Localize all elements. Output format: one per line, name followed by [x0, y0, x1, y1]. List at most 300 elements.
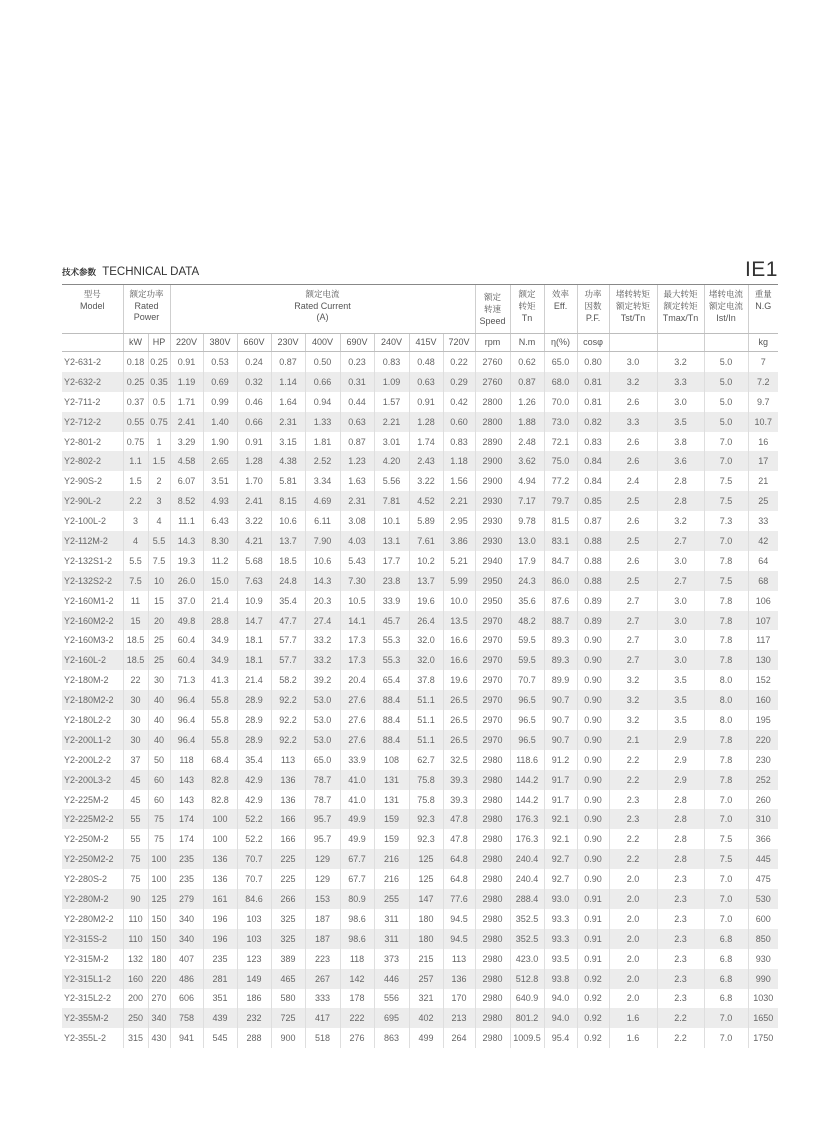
value-cell: 88.7	[544, 611, 577, 631]
value-cell: 0.90	[577, 869, 609, 889]
model-cell: Y2-132S2-2	[62, 571, 123, 591]
value-cell: 51.1	[409, 710, 443, 730]
value-cell: 94.5	[443, 909, 475, 929]
value-cell: 3.0	[657, 392, 704, 412]
value-cell: 5.43	[340, 551, 374, 571]
col-power-factor-header: 功率 因数 P.F.	[577, 285, 609, 334]
value-cell: 5.0	[704, 352, 748, 372]
value-cell: 37.0	[170, 591, 203, 611]
value-cell: 1.09	[374, 372, 409, 392]
value-cell: 264	[443, 1028, 475, 1048]
value-cell: 91.7	[544, 770, 577, 790]
value-cell: 311	[374, 909, 409, 929]
value-cell: 130	[748, 650, 778, 670]
value-cell: 990	[748, 969, 778, 989]
model-cell: Y2-280M2-2	[62, 909, 123, 929]
value-cell: 25	[748, 491, 778, 511]
value-cell: 279	[170, 889, 203, 909]
value-cell: 42	[748, 531, 778, 551]
value-cell: 0.75	[148, 412, 170, 432]
value-cell: 20	[148, 611, 170, 631]
value-cell: 113	[271, 750, 305, 770]
value-cell: 180	[409, 909, 443, 929]
model-cell: Y2-160L-2	[62, 650, 123, 670]
value-cell: 0.90	[577, 630, 609, 650]
value-cell: 2980	[475, 989, 510, 1009]
value-cell: 2.6	[609, 551, 657, 571]
value-cell: 215	[409, 949, 443, 969]
value-cell: 8.15	[271, 491, 305, 511]
value-cell: 27.6	[340, 710, 374, 730]
value-cell: 0.99	[203, 392, 237, 412]
value-cell: 147	[409, 889, 443, 909]
value-cell: 7.0	[704, 1028, 748, 1048]
value-cell: 3.0	[657, 611, 704, 631]
value-cell: 30	[123, 730, 148, 750]
table-row	[62, 730, 778, 750]
value-cell: 93.8	[544, 969, 577, 989]
value-cell: 2980	[475, 969, 510, 989]
value-cell: 3.3	[657, 372, 704, 392]
value-cell: 0.48	[409, 352, 443, 372]
value-cell: 7.0	[704, 451, 748, 471]
value-cell: 2.0	[609, 929, 657, 949]
value-cell: 0.42	[443, 392, 475, 412]
value-cell: 5.21	[443, 551, 475, 571]
value-cell: 2.2	[609, 829, 657, 849]
value-cell: 45.7	[374, 611, 409, 631]
value-cell: 7.5	[704, 571, 748, 591]
value-cell: 64.8	[443, 869, 475, 889]
value-cell: 27.6	[340, 730, 374, 750]
value-cell: 90	[123, 889, 148, 909]
model-cell: Y2-315L2-2	[62, 989, 123, 1009]
model-cell: Y2-100L-2	[62, 511, 123, 531]
value-cell: 2.3	[609, 809, 657, 829]
value-cell: 21.4	[203, 591, 237, 611]
value-cell: 2970	[475, 611, 510, 631]
value-cell: 0.35	[148, 372, 170, 392]
table-row	[62, 889, 778, 909]
value-cell: 3.34	[305, 471, 340, 491]
value-cell: 7.2	[748, 372, 778, 392]
value-cell: 136	[271, 770, 305, 790]
table-row	[62, 809, 778, 829]
value-cell: 423.0	[510, 949, 544, 969]
col-efficiency-header: 效率 Eff.	[544, 285, 577, 334]
value-cell: 153	[305, 889, 340, 909]
value-cell: 4.58	[170, 451, 203, 471]
value-cell: 131	[374, 770, 409, 790]
value-cell: 7.5	[704, 849, 748, 869]
value-cell: 2.95	[443, 511, 475, 531]
value-cell: 33	[758, 516, 769, 527]
model-cell: Y2-200L2-2	[62, 750, 123, 770]
table-row	[62, 372, 778, 392]
model-cell: Y2-712-2	[62, 412, 123, 432]
value-cell: 2970	[475, 690, 510, 710]
value-cell: 389	[271, 949, 305, 969]
value-cell: 7.61	[409, 531, 443, 551]
value-cell: 225	[271, 849, 305, 869]
value-cell: 4.03	[340, 531, 374, 551]
value-cell: 149	[237, 969, 271, 989]
value-cell: 75	[123, 869, 148, 889]
value-cell: 6.8	[704, 989, 748, 1009]
value-cell: 0.91	[170, 352, 203, 372]
value-cell: 216	[374, 869, 409, 889]
value-cell: 2.7	[609, 591, 657, 611]
value-cell: 475	[755, 874, 771, 885]
value-cell: 4.20	[374, 451, 409, 471]
model-cell: Y2-132S1-2	[62, 551, 123, 571]
value-cell: 1.26	[510, 392, 544, 412]
value-cell: 3.62	[510, 451, 544, 471]
value-cell: 351	[203, 989, 237, 1009]
value-cell: 1.70	[237, 471, 271, 491]
value-cell: 144.2	[510, 770, 544, 790]
value-cell: 53.0	[305, 730, 340, 750]
value-cell: 2.31	[271, 412, 305, 432]
col-model-header: 型号 Model	[62, 285, 123, 334]
unit-cell: cosφ	[577, 334, 609, 352]
value-cell: 17.3	[340, 650, 374, 670]
value-cell: 2.9	[657, 730, 704, 750]
value-cell: 2.3	[657, 929, 704, 949]
table-row	[62, 630, 778, 650]
value-cell: 5.68	[237, 551, 271, 571]
value-cell: 21	[758, 476, 769, 487]
value-cell: 3.2	[609, 690, 657, 710]
value-cell: 1.28	[409, 412, 443, 432]
value-cell: 0.87	[340, 432, 374, 452]
value-cell: 5.5	[123, 551, 148, 571]
value-cell: 77.6	[443, 889, 475, 909]
value-cell: 0.91	[577, 929, 609, 949]
value-cell: 2.6	[609, 432, 657, 452]
table-row	[62, 869, 778, 889]
value-cell: 900	[271, 1028, 305, 1048]
value-cell: 80.9	[340, 889, 374, 909]
value-cell: 26.5	[443, 690, 475, 710]
value-cell: 2.5	[609, 531, 657, 551]
value-cell: 41.0	[340, 770, 374, 790]
value-cell: 17.9	[510, 551, 544, 571]
value-cell: 26.4	[409, 611, 443, 631]
value-cell: 445	[748, 849, 778, 869]
value-cell: 0.90	[577, 770, 609, 790]
value-cell: 6.11	[305, 511, 340, 531]
value-cell: 0.94	[305, 392, 340, 412]
value-cell: 1.1	[123, 451, 148, 471]
model-cell: Y2-160M1-2	[62, 591, 123, 611]
col-tmax-header: 最大转矩 额定转矩 Tmax/Tn	[657, 285, 704, 334]
value-cell: 47.8	[443, 809, 475, 829]
value-cell: 118	[170, 750, 203, 770]
model-cell: Y2-315L1-2	[62, 969, 123, 989]
value-cell: 2.41	[170, 412, 203, 432]
value-cell: 42.9	[237, 770, 271, 790]
efficiency-class-badge: IE1	[744, 258, 778, 281]
value-cell: 45	[123, 790, 148, 810]
value-cell: 235	[203, 949, 237, 969]
value-cell: 2.1	[609, 730, 657, 750]
value-cell: 407	[170, 949, 203, 969]
value-cell: 100	[148, 869, 170, 889]
value-cell: 52.2	[237, 809, 271, 829]
value-cell: 1.5	[148, 451, 170, 471]
value-cell: 2.2	[657, 1008, 704, 1028]
value-cell: 2940	[475, 551, 510, 571]
value-cell: 0.91	[237, 432, 271, 452]
value-cell: 35.4	[271, 591, 305, 611]
value-cell: 7.8	[704, 750, 748, 770]
value-cell: 0.24	[237, 352, 271, 372]
value-cell: 0.87	[510, 372, 544, 392]
value-cell: 92.7	[544, 849, 577, 869]
value-cell: 10.5	[340, 591, 374, 611]
value-cell: 26.0	[170, 571, 203, 591]
value-cell: 321	[409, 989, 443, 1009]
model-cell: Y2-200L1-2	[62, 730, 123, 750]
value-cell: 15	[123, 611, 148, 631]
value-cell: 30	[148, 670, 170, 690]
value-cell: 2800	[475, 412, 510, 432]
value-cell: 125	[409, 869, 443, 889]
value-cell: 276	[340, 1028, 374, 1048]
value-cell: 14.7	[237, 611, 271, 631]
value-cell: 0.83	[443, 432, 475, 452]
value-cell: 2930	[475, 511, 510, 531]
value-cell: 0.81	[577, 392, 609, 412]
value-cell: 159	[374, 829, 409, 849]
value-cell: 0.89	[577, 611, 609, 631]
model-cell: Y2-250M2-2	[62, 849, 123, 869]
value-cell: 281	[203, 969, 237, 989]
value-cell: 2760	[475, 352, 510, 372]
model-cell: Y2-225M-2	[62, 790, 123, 810]
value-cell: 166	[271, 809, 305, 829]
value-cell: 143	[170, 790, 203, 810]
value-cell: 266	[271, 889, 305, 909]
value-cell: 2.48	[510, 432, 544, 452]
unit-cell: rpm	[475, 334, 510, 352]
model-cell: Y2-355M-2	[62, 1008, 123, 1028]
value-cell: 21.4	[237, 670, 271, 690]
value-cell: 10	[148, 571, 170, 591]
value-cell: 13.1	[374, 531, 409, 551]
value-cell: 373	[374, 949, 409, 969]
value-cell: 2.21	[374, 412, 409, 432]
col-speed-header: 额定 转速 Speed	[475, 285, 510, 334]
value-cell: 2.43	[409, 451, 443, 471]
value-cell: 3.2	[657, 511, 704, 531]
model-cell: Y2-160M2-2	[62, 611, 123, 631]
value-cell: 57.7	[271, 630, 305, 650]
unit-cell: kg	[748, 334, 778, 352]
value-cell: 87.6	[544, 591, 577, 611]
table-row	[62, 432, 778, 452]
value-cell: 3	[148, 491, 170, 511]
value-cell: 288	[237, 1028, 271, 1048]
value-cell: 2980	[475, 949, 510, 969]
value-cell: 96.4	[170, 730, 203, 750]
value-cell: 0.91	[577, 949, 609, 969]
value-cell: 2980	[475, 829, 510, 849]
value-cell: 0.29	[443, 372, 475, 392]
value-cell: 7.5	[704, 829, 748, 849]
value-cell: 118	[340, 949, 374, 969]
model-cell: Y2-280M-2	[62, 889, 123, 909]
value-cell: 311	[374, 929, 409, 949]
value-cell: 3.2	[657, 352, 704, 372]
value-cell: 3.0	[657, 551, 704, 571]
value-cell: 5.0	[704, 392, 748, 412]
value-cell: 220	[148, 969, 170, 989]
model-cell: Y2-315S-2	[62, 929, 123, 949]
value-cell: 65.4	[374, 670, 409, 690]
value-cell: 2980	[475, 1028, 510, 1048]
value-cell: 3.86	[443, 531, 475, 551]
value-cell: 3.3	[609, 412, 657, 432]
value-cell: 2.0	[609, 909, 657, 929]
model-cell: Y2-180L2-2	[62, 710, 123, 730]
value-cell: 1.28	[237, 451, 271, 471]
model-cell: Y2-112M-2	[62, 531, 123, 551]
value-cell: 81.5	[544, 511, 577, 531]
value-cell: 2.6	[609, 511, 657, 531]
value-cell: 0.91	[577, 909, 609, 929]
value-cell: 580	[271, 989, 305, 1009]
value-cell: 556	[374, 989, 409, 1009]
value-cell: 40	[148, 730, 170, 750]
value-cell: 0.90	[577, 690, 609, 710]
value-cell: 125	[148, 889, 170, 909]
value-cell: 15	[148, 591, 170, 611]
value-cell: 10.7	[748, 412, 778, 432]
value-cell: 49.9	[340, 809, 374, 829]
unit-cell-model	[62, 334, 123, 352]
value-cell: 103	[237, 909, 271, 929]
unit-cell: N.m	[510, 334, 544, 352]
value-cell: 68.0	[544, 372, 577, 392]
value-cell: 96.4	[170, 710, 203, 730]
value-cell: 213	[443, 1008, 475, 1028]
value-cell: 78.7	[305, 770, 340, 790]
value-cell: 22	[123, 670, 148, 690]
unit-cell	[657, 334, 704, 352]
value-cell: 176.3	[510, 829, 544, 849]
value-cell: 7.5	[704, 491, 748, 511]
value-cell: 801.2	[510, 1008, 544, 1028]
value-cell: 28.8	[203, 611, 237, 631]
value-cell: 161	[203, 889, 237, 909]
value-cell: 2.7	[657, 571, 704, 591]
value-cell: 430	[148, 1028, 170, 1048]
value-cell: 55	[123, 809, 148, 829]
value-cell: 255	[374, 889, 409, 909]
value-cell: 60	[148, 770, 170, 790]
value-cell: 0.37	[123, 392, 148, 412]
value-cell: 142	[340, 969, 374, 989]
value-cell: 0.63	[340, 412, 374, 432]
value-cell: 3.51	[203, 471, 237, 491]
unit-cell: 720V	[443, 334, 475, 352]
value-cell: 499	[409, 1028, 443, 1048]
value-cell: 2.3	[609, 790, 657, 810]
value-cell: 7.0	[704, 809, 748, 829]
value-cell: 2.5	[609, 491, 657, 511]
value-cell: 600	[755, 913, 771, 924]
value-cell: 49.8	[170, 611, 203, 631]
value-cell: 14.3	[170, 531, 203, 551]
value-cell: 3.29	[170, 432, 203, 452]
value-cell: 439	[203, 1008, 237, 1028]
value-cell: 1.23	[340, 451, 374, 471]
value-cell: 2.2	[609, 770, 657, 790]
value-cell: 24.8	[271, 571, 305, 591]
table-row	[62, 611, 778, 631]
header-row-titles	[62, 285, 778, 334]
value-cell: 2.3	[657, 869, 704, 889]
value-cell: 222	[340, 1008, 374, 1028]
unit-cell: HP	[148, 334, 170, 352]
value-cell: 10.2	[409, 551, 443, 571]
value-cell: 53.0	[305, 690, 340, 710]
value-cell: 0.90	[577, 710, 609, 730]
value-cell: 123	[237, 949, 271, 969]
value-cell: 90.7	[544, 710, 577, 730]
value-cell: 725	[271, 1008, 305, 1028]
value-cell: 0.63	[409, 372, 443, 392]
table-row	[62, 909, 778, 929]
value-cell: 402	[409, 1008, 443, 1028]
value-cell: 57.7	[271, 650, 305, 670]
value-cell: 113	[443, 949, 475, 969]
value-cell: 144.2	[510, 790, 544, 810]
table-row	[62, 829, 778, 849]
table-body	[62, 352, 778, 1049]
table-row	[62, 989, 778, 1009]
value-cell: 2.3	[657, 989, 704, 1009]
value-cell: 110	[123, 929, 148, 949]
value-cell: 18.1	[237, 650, 271, 670]
value-cell: 863	[374, 1028, 409, 1048]
table-row	[62, 969, 778, 989]
value-cell: 257	[409, 969, 443, 989]
value-cell: 640.9	[510, 989, 544, 1009]
value-cell: 64	[758, 555, 769, 566]
col-torque-header: 额定 转矩 Tn	[510, 285, 544, 334]
value-cell: 3.5	[657, 412, 704, 432]
value-cell: 2.8	[657, 471, 704, 491]
value-cell: 73.0	[544, 412, 577, 432]
value-cell: 96.4	[170, 690, 203, 710]
value-cell: 0.53	[203, 352, 237, 372]
value-cell: 1.40	[203, 412, 237, 432]
value-cell: 0.91	[409, 392, 443, 412]
value-cell: 33.2	[305, 630, 340, 650]
table-row	[62, 471, 778, 491]
value-cell: 340	[170, 909, 203, 929]
value-cell: 1030	[753, 993, 774, 1004]
value-cell: 41.3	[203, 670, 237, 690]
value-cell: 220	[748, 730, 778, 750]
value-cell: 178	[340, 989, 374, 1009]
value-cell: 48.2	[510, 611, 544, 631]
value-cell: 0.87	[271, 352, 305, 372]
value-cell: 0.69	[203, 372, 237, 392]
